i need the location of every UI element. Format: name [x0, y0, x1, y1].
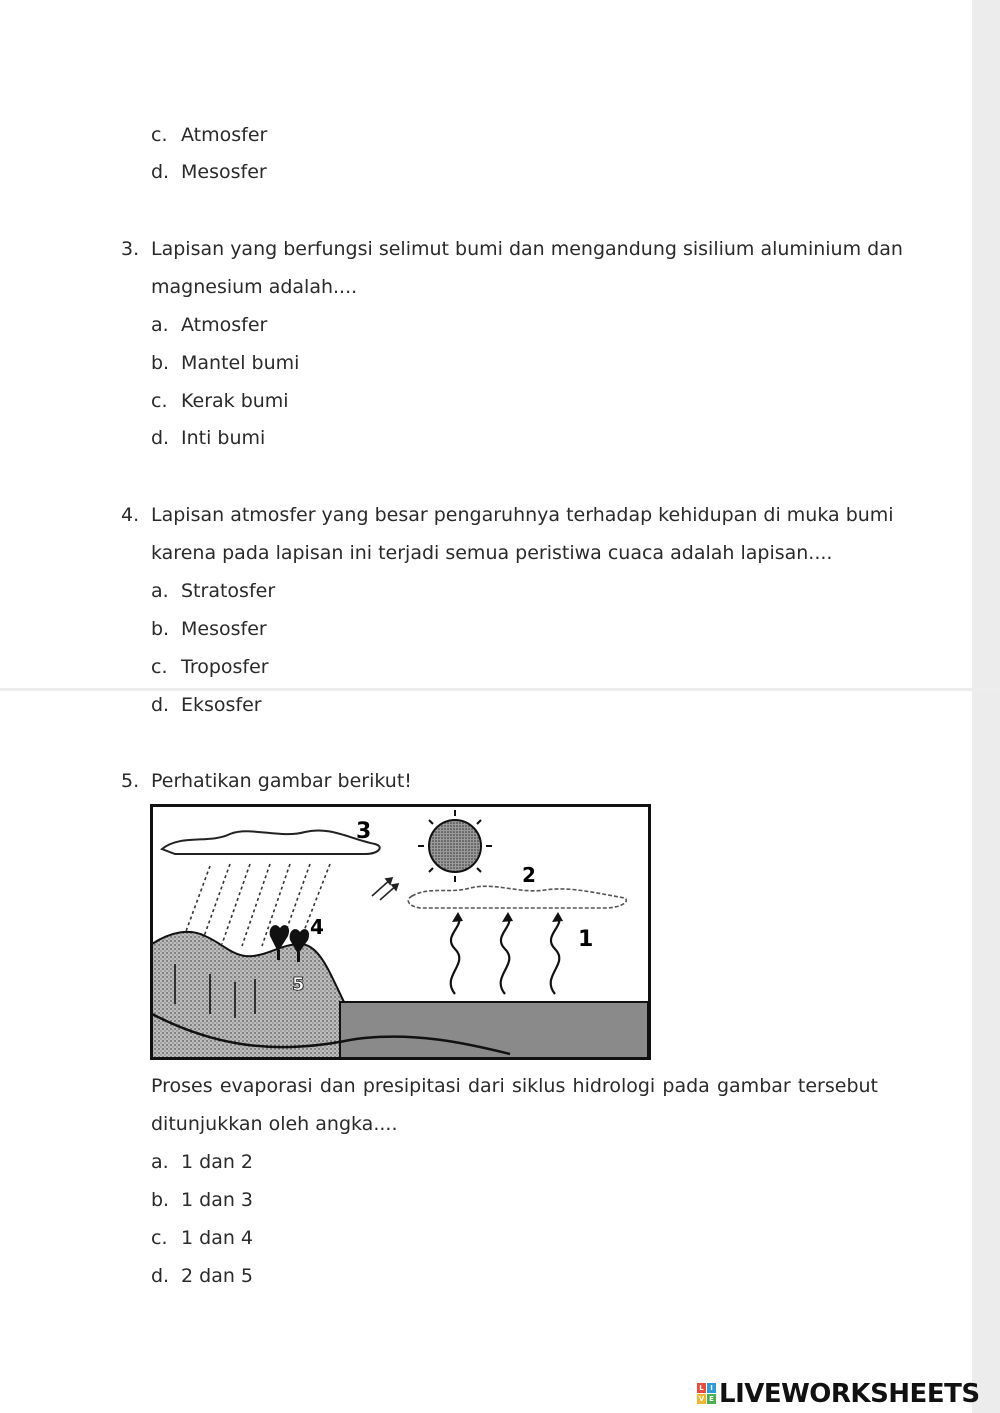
q5-option-d[interactable] [151, 1265, 253, 1287]
figure-label-3: 3 [356, 819, 372, 844]
option-text: Atmosfer [181, 314, 268, 336]
option-letter: c. [151, 124, 168, 146]
logo-mark-e: E [707, 1394, 716, 1404]
q5-text-line1: Proses evaporasi dan presipitasi dari siklus hidrologi pada gambar tersebut [151, 1075, 878, 1097]
q4-option-b[interactable] [151, 618, 267, 640]
option-text: 1 dan 3 [181, 1189, 254, 1211]
figure-label-4: 4 [310, 915, 324, 939]
figure-label-2: 2 [522, 863, 536, 887]
q4-text-line2: karena pada lapisan ini terjadi semua peristiwa cuaca adalah lapisan.... [151, 542, 833, 564]
logo-mark-i: I [707, 1383, 716, 1393]
option-text: 2 dan 5 [181, 1265, 254, 1287]
q4-text-line1: Lapisan atmosfer yang besar pengaruhnya terhadap kehidupan di muka bumi [151, 504, 894, 526]
sun-icon [418, 810, 492, 882]
option-text: Stratosfer [181, 580, 276, 602]
option-letter: c. [151, 390, 168, 412]
brand-text: LIVEWORKSHEETS [719, 1379, 980, 1409]
option-text: Troposfer [181, 656, 269, 678]
option-letter: b. [151, 1189, 170, 1211]
option-letter: c. [151, 1227, 168, 1249]
liveworksheets-logo-icon [697, 1383, 717, 1405]
option-text: Kerak bumi [181, 390, 289, 412]
option-letter: a. [151, 314, 169, 336]
q3-option-c[interactable] [151, 390, 289, 412]
q5-intro: Perhatikan gambar berikut! [151, 770, 412, 792]
option-letter: d. [151, 427, 170, 449]
liveworksheets-logo[interactable] [697, 1379, 993, 1409]
q4-option-d[interactable] [151, 694, 262, 716]
page-edge [972, 0, 1000, 1413]
figure-label-5: 5 [292, 974, 305, 995]
option-text: 1 dan 4 [181, 1227, 254, 1249]
option-text: Mesosfer [181, 618, 267, 640]
option-letter: b. [151, 352, 170, 374]
q3-option-d[interactable] [151, 427, 265, 449]
q3-number: 3. [121, 238, 140, 260]
q4-option-c[interactable] [151, 656, 269, 678]
option-text: Mantel bumi [181, 352, 300, 374]
option-letter: a. [151, 1151, 169, 1173]
option-text: Eksosfer [181, 694, 262, 716]
q2-option-c[interactable] [151, 124, 267, 146]
option-letter: d. [151, 161, 170, 183]
q5-option-a[interactable] [151, 1151, 253, 1173]
logo-mark-l: L [697, 1383, 706, 1393]
option-letter: a. [151, 580, 169, 602]
water-cycle-figure [150, 804, 651, 1060]
q5-option-c[interactable] [151, 1227, 253, 1249]
option-text: Inti bumi [181, 427, 266, 449]
logo-mark-v: V [698, 1395, 705, 1403]
q5-number: 5. [121, 770, 140, 792]
option-letter: d. [151, 694, 170, 716]
q2-option-d[interactable] [151, 161, 267, 183]
option-text: 1 dan 2 [181, 1151, 254, 1173]
q3-option-b[interactable] [151, 352, 299, 374]
option-letter: d. [151, 1265, 170, 1287]
q5-text-line2: ditunjukkan oleh angka.... [151, 1113, 398, 1135]
q4-option-a[interactable] [151, 580, 275, 602]
q3-text-line1: Lapisan yang berfungsi selimut bumi dan mengandung sisilium aluminium dan [151, 238, 903, 260]
figure-label-1: 1 [578, 927, 594, 952]
q4-number: 4. [121, 504, 140, 526]
q5-option-b[interactable] [151, 1189, 253, 1211]
option-letter: b. [151, 618, 170, 640]
option-text: Atmosfer [181, 124, 268, 146]
option-letter: c. [151, 656, 168, 678]
q3-text-line2: magnesium adalah.... [151, 276, 358, 298]
q3-option-a[interactable] [151, 314, 267, 336]
option-text: Mesosfer [181, 161, 267, 183]
